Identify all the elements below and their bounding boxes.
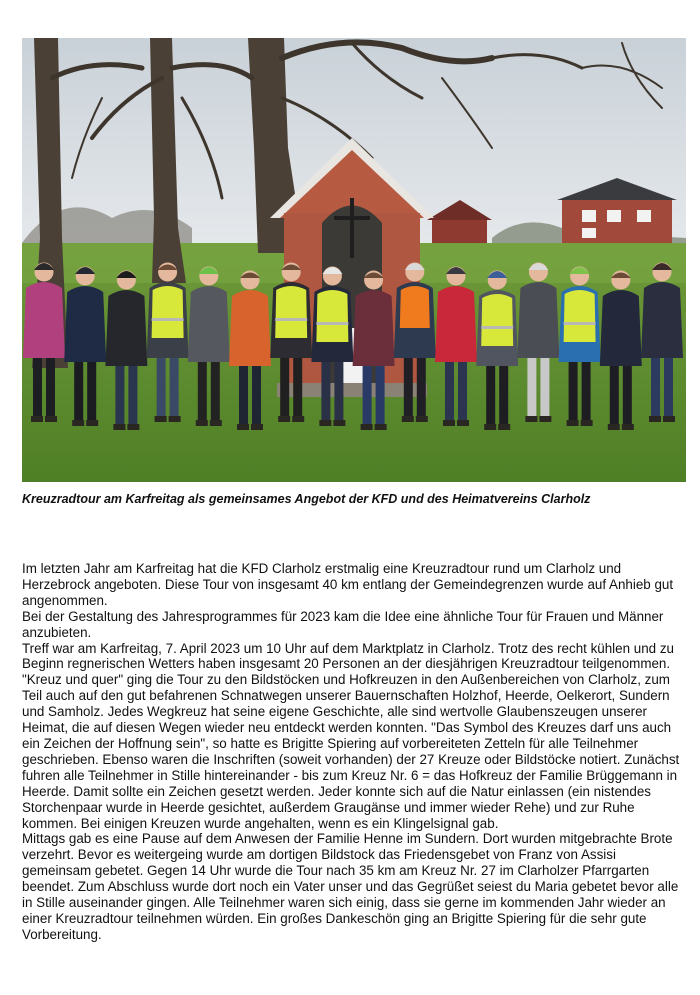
group-photo	[22, 38, 686, 482]
paragraph-3: Treff war am Karfreitag, 7. April 2023 um 10 Uhr auf dem Marktplatz in Clarholz. Trotz des recht kühlen und zu Beginn regnerischen Wetters haben insgesamt 20 Personen an der diesjährigen Kreuzradtour teilgenommen. "Kreuz und quer" ging die Tour zu den Bildstöcken und Hofkreuzen in den Außenbereichen von Clarholz, zum Teil auch auf den gut befahrenen Schnatwegen unserer Bauernschaften Holzhof, Heerde, Oelkerort, Sundern und Samholz. Jedes Wegkreuz hat seine eigene Geschichte, alle sind wertvolle Glaubenszeugen unserer Heimat, die auf diesen Wegen wieder neu entdeckt werden konnten. "Das Symbol des Kreuzes darf uns auch ein Zeichen der Hoffnung sein", so hatte es Brigitte Spiering auf vorbereiteten Zetteln für alle Teilnehmer geschrieben. Ebenso waren die Inschriften (soweit vorhanden) der 27 Kreuze oder Bildstöcke notiert. Zunächst fuhren alle Teilnehmer in Stille hintereinander - bis zum Kreuz Nr. 6 = das Hofkreuz der Familie Brüggemann in Heerde. Damit sollte ein Zeichen gesetzt werden. Jeder konnte sich auf die Natur einlassen (ein nistendes Storchenpaar wurde in Heerde gesichtet, außerdem Graugänse und immer wieder Rehe) und zur Ruhe kommen. Bei einigen Kreuzen wurde angehalten, wenn es ein Klingelsignal gab.	[22, 640, 680, 831]
paragraph-1: Im letzten Jahr am Karfreitag hat die KFD Clarholz erstmalig eine Kreuzradtour rund um Clarholz und Herzebrock angeboten. Diese Tour von insgesamt 40 km entlang der Gemeindegrenzen wurde auf Anhieb gut angenommen.	[22, 561, 674, 608]
paragraph-2: Bei der Gestaltung des Jahresprogrammes für 2023 kam die Idee eine ähnliche Tour für Frauen und Männer anzubieten.	[22, 608, 664, 640]
article-body	[22, 561, 682, 943]
paragraph-4: Mittags gab es eine Pause auf dem Anwesen der Familie Henne im Sundern. Dort wurden mitgebrachte Brote verzehrt. Bevor es weitergeing wurde am dortigen Bildstock das Friedensgebet von Franz von Assisi gemeinsam gebetet. Gegen 14 Uhr wurde die Tour nach 35 km am Kreuz Nr. 27 im Clarholzer Pfarrgarten beendet. Zum Abschluss wurde dort noch ein Vater unser und das Gegrüßet seiest du Maria gebetet bevor alle in Stille auseinander gingen. Alle Teilnehmer waren sich einig, dass sie gerne im kommenden Jahr wieder an einer Kreuzradtour teilnehmen würden. Ein großes Dankeschön ging an Brigitte Spiering für die sehr gute Vorbereitung.	[22, 831, 679, 942]
photo-caption: Kreuzradtour am Karfreitag als gemeinsames Angebot der KFD und des Heimatvereins Clarholz	[22, 492, 591, 506]
group-photo-illustration	[22, 38, 686, 482]
